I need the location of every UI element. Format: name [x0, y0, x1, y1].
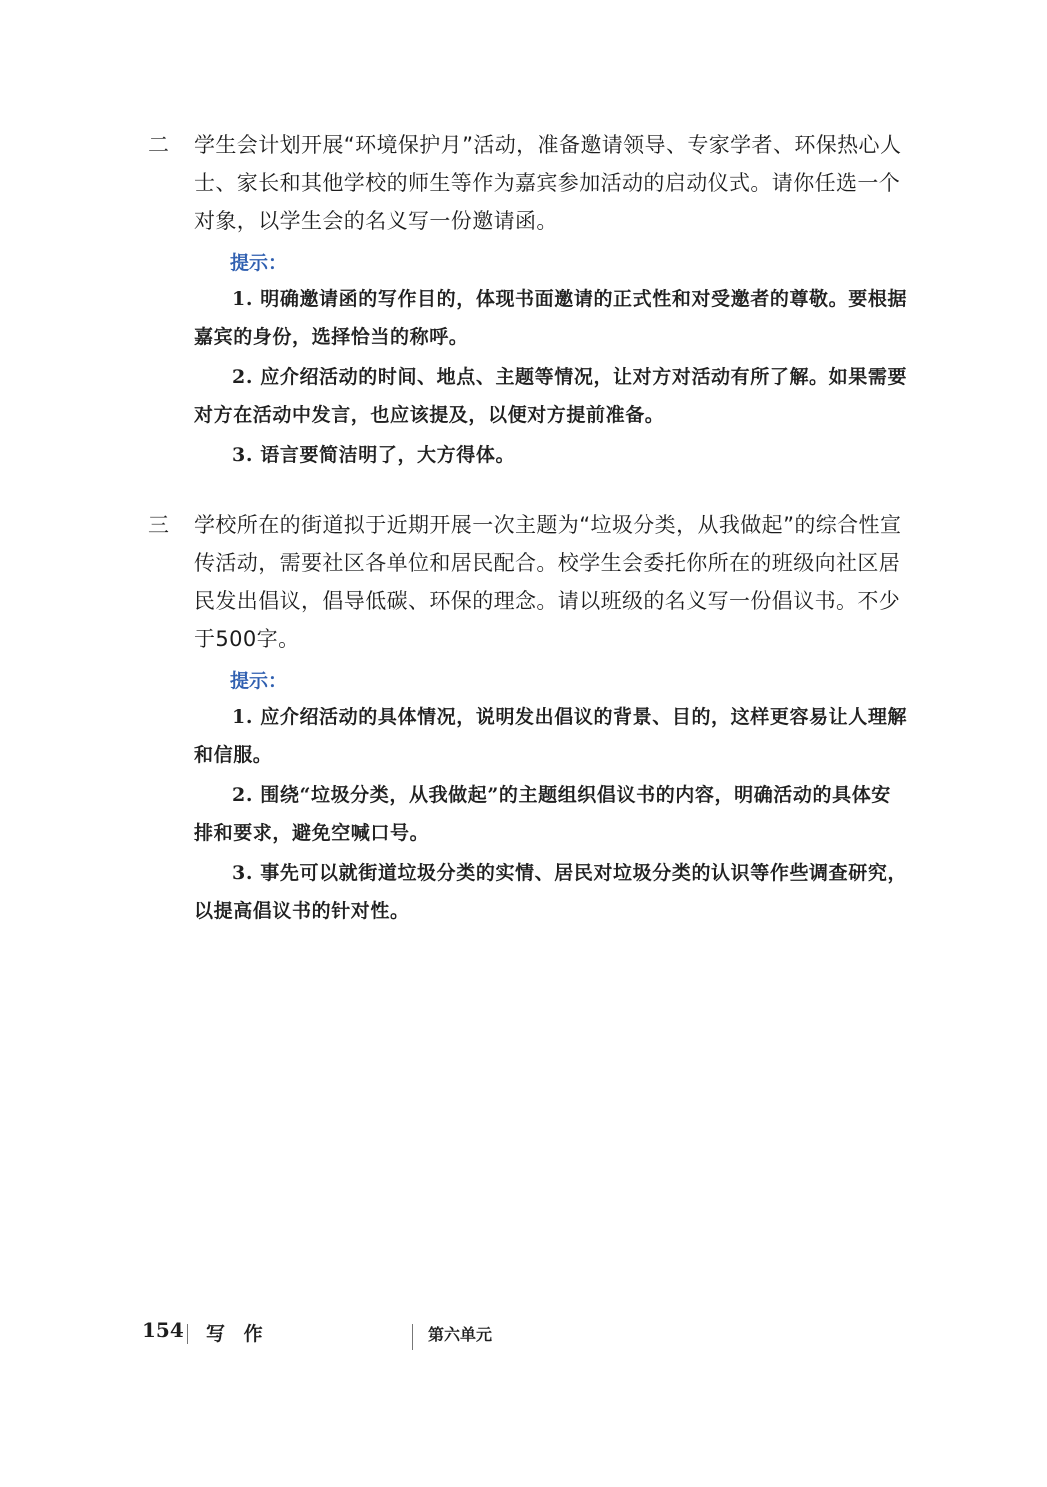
footer-divider-right [412, 1324, 413, 1350]
question-2-text: 学生会计划开展“环境保护月”活动，准备邀请领导、专家学者、环保热心人士、家长和其他学校的师生等作为嘉宾参加活动的启动仪式。请你任选一个对象，以学生会的名义写一份邀请函。 [194, 133, 902, 233]
question-3-text: 学校所在的街道拟于近期开展一次主题为“垃圾分类，从我做起”的综合性宣传活动，需要社区各单位和居民配合。校学生会委托你所在的班级向社区居民发出倡议，倡导低碳、环保的理念。请以班级的名义写一份倡议书。不少于500字。 [194, 513, 902, 651]
page-number: 154 [142, 1318, 184, 1342]
footer-unit-label: 第六单元 [428, 1325, 493, 1344]
question-3-hint-title: 提示： [230, 670, 288, 692]
question-2-hint-title: 提示： [230, 252, 288, 274]
question-2-row [148, 126, 908, 240]
question-3-hint-1: 1. 应介绍活动的具体情况，说明发出倡议的背景、目的，这样更容易让人理解和信服。 [194, 706, 908, 766]
question-2-number: 二 [148, 133, 170, 157]
page-footer [142, 1316, 902, 1352]
question-3 [148, 506, 908, 930]
question-2-hint-1: 1. 明确邀请函的写作目的，体现书面邀请的正式性和对受邀者的尊敬。要根据嘉宾的身份，选择恰当的称呼。 [194, 288, 908, 348]
question-3-hint-2: 2. 围绕“垃圾分类，从我做起”的主题组织倡议书的内容，明确活动的具体安排和要求，避免空喊口号。 [194, 784, 891, 844]
question-3-hint-3: 3. 事先可以就街道垃圾分类的实情、居民对垃圾分类的认识等作些调查研究，以提高倡议书的针对性。 [194, 862, 908, 922]
footer-section-label: 写 作 [206, 1323, 269, 1345]
question-2-hint-2: 2. 应介绍活动的时间、地点、主题等情况，让对方对活动有所了解。如果需要对方在活动中发言，也应该提及，以便对方提前准备。 [194, 366, 908, 426]
question-3-row [148, 506, 908, 658]
question-2 [148, 126, 908, 474]
footer-divider-left [187, 1324, 188, 1344]
question-2-hint-3: 3. 语言要简洁明了，大方得体。 [232, 444, 516, 466]
question-3-number: 三 [148, 513, 170, 537]
